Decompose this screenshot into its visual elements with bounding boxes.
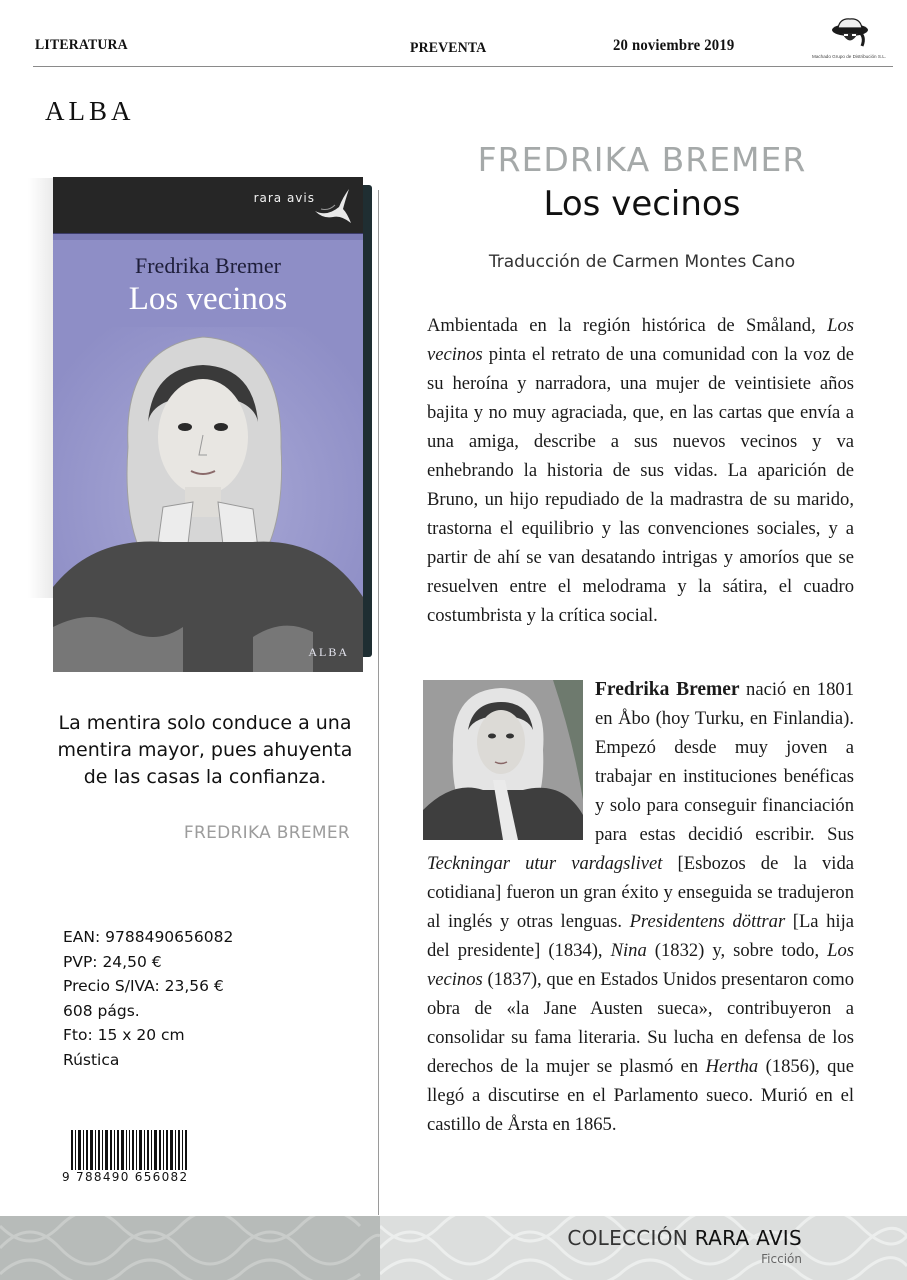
quote-author: FREDRIKA BREMER (183, 823, 350, 843)
author-portrait (423, 680, 583, 840)
bio-work-title: Presidentens döttrar (629, 911, 786, 932)
bio-text: [La hija del presidente] (1834), (427, 911, 855, 961)
cover-stripe (53, 233, 363, 240)
bio-work-title: Nina (610, 940, 647, 961)
distributor-logo (812, 16, 892, 62)
bio-text: (1832) y, sobre todo, (646, 940, 828, 961)
bio-work-title: Teckningar utur vardagslivet (427, 853, 663, 874)
spec-ean: EAN: 9788490656082 (63, 928, 234, 946)
column-divider (378, 190, 379, 1215)
header-divider (33, 66, 893, 67)
barcode-digits: 9 788490 656082 (62, 1170, 196, 1184)
logo-caption: Machado Grupo de Distribución S.L. (812, 54, 887, 59)
bio-text: nació en 1801 en Åbo (hoy Turku, en Finlandia). Empezó desde muy joven a trabajar en instituciones benéficas y solo para conseguir financiación para estas decidió escribir. Sus (595, 679, 854, 845)
status-label: PREVENTA (410, 40, 487, 56)
bio-text: [Esbozos de la vida cotidiana] fueron un gran éxito y enseguida se tradujeron al inglés y otras lenguas. (427, 853, 854, 932)
bio-text: (1856), que llegó a discutirse en el Parlamento sueco. Murió en el castillo de Årsta en 1865. (427, 1056, 854, 1135)
cover-author: Fredrika Bremer (135, 253, 281, 278)
bio-work-title: Hertha (705, 1056, 759, 1077)
spec-pages: 608 págs. (63, 1001, 140, 1020)
spec-binding: Rústica (63, 1050, 120, 1069)
release-date: 20 noviembre 2019 (613, 37, 735, 54)
spec-format: Fto: 15 x 20 cm (63, 1026, 185, 1044)
bio-author-name: Fredrika Bremer (595, 679, 740, 700)
ornament-pattern-icon (0, 1216, 380, 1280)
author-photo (423, 680, 583, 840)
book-specs (63, 925, 233, 1072)
spec-pvp: PVP: 24,50 € (63, 952, 162, 971)
section-label: LITERATURA (35, 37, 128, 53)
collection-label (380, 1226, 802, 1250)
book-cover (53, 177, 363, 672)
author-quote: La mentira solo conduce a una mentira mayor, pues ahuyenta de las casas la confianza. (57, 712, 353, 788)
bird-icon (313, 183, 353, 227)
book-synopsis (427, 311, 854, 630)
bio-work-title: Los vecinos (427, 940, 855, 990)
collection-name: RARA AVIS (694, 1226, 802, 1250)
collection-prefix: COLECCIÓN (567, 1226, 695, 1250)
synopsis-title-italic: Los vecinos (427, 315, 854, 365)
bio-text: (1837), que en Estados Unidos presentaron como obra de «la Jane Austen sueca», contribuyeron a consolidar su fama literaria. Su lucha en defensa de los derechos de la mujer se plasmó en (427, 969, 854, 1077)
cover-publisher: ALBA (308, 645, 349, 659)
publisher-name: ALBA (45, 96, 135, 126)
genre-label: Ficción (761, 1252, 802, 1266)
portrait-illustration (53, 327, 363, 672)
hat-man-icon (812, 16, 892, 54)
translator-credit: Traducción de Carmen Montes Cano (488, 252, 796, 272)
barcode (62, 1130, 196, 1190)
book-title: Los vecinos (543, 184, 741, 224)
spec-price-no-vat: Precio S/IVA: 23,56 € (63, 977, 224, 995)
author-bio (427, 675, 854, 1139)
synopsis-text: Ambientada en la región histórica de Småland, (427, 315, 828, 336)
footer-pattern-left (0, 1216, 380, 1280)
book-author: FREDRIKA BREMER (477, 140, 807, 179)
cover-title: Los vecinos (128, 281, 288, 317)
cover-collection: rara avis (253, 191, 315, 205)
synopsis-text: pinta el retrato de una comunidad con la voz de su heroína y narradora, una mujer de veintisiete años bajita y no muy agraciada, que, en las cartas que envía a una amiga, describe a sus nuevos vecinos y va enhebrando la historia de sus vidas. La aparición de Bruno, un hijo repudiado de la madrastra de su marido, trastorna el equilibrio y las convenciones sociales, y a partir de ahí se van desatando intrigas y amoríos que se resuelven entre el melodrama y la sátira, el cuadro costumbrista y la crítica social. (427, 344, 854, 626)
